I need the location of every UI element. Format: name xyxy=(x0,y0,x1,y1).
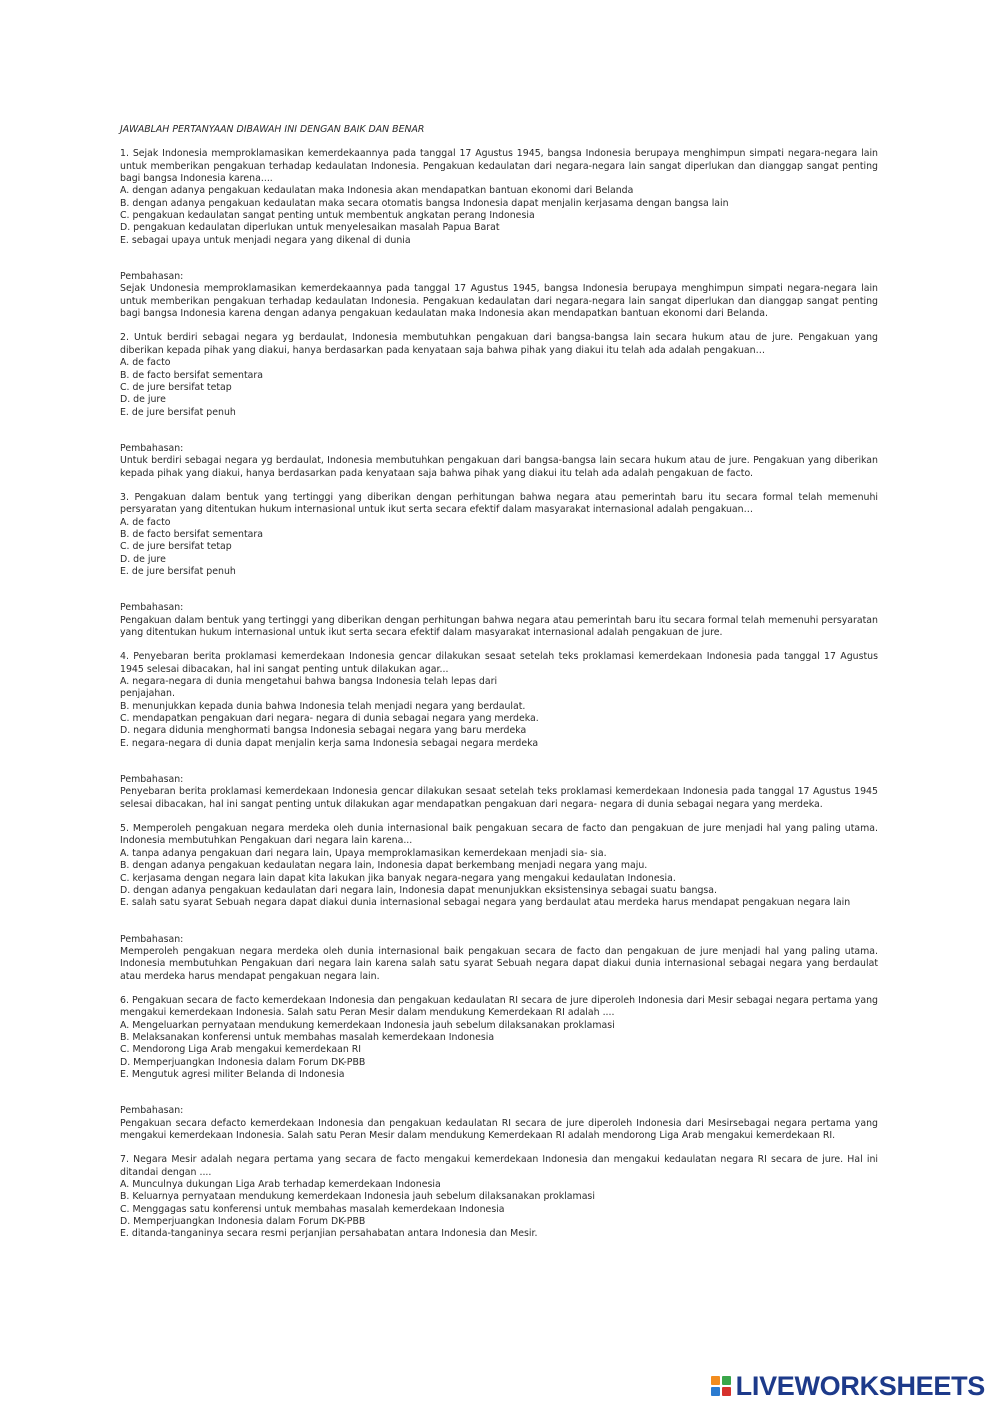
worksheet-heading: JAWABLAH PERTANYAAN DIBAWAH INI DENGAN BAIK DAN BENAR xyxy=(120,124,425,135)
logo-block-i xyxy=(722,1376,731,1385)
pembahasan-label: Pembahasan: xyxy=(120,1105,184,1117)
pembahasan-text: Pengakuan secara defacto kemerdekaan Indonesia dan pengakuan kedaulatan RI secara de jure diperoleh Indonesia dari Mesirsebagai negara pertama yang mengakui kemerdekaan Indonesia. Salah satu Peran Mesir dalam mendukung Kemerdekaan RI adalah mendorong Liga Arab mengakui kemerdekaan RI. xyxy=(120,1117,878,1141)
question-block xyxy=(120,823,878,983)
answer-option: C. kerjasama dengan negara lain dapat kita lakukan jika banyak negara-negara yang mengakui kedaulatan Indonesia. xyxy=(120,872,676,884)
liveworksheets-logo-icon xyxy=(711,1376,731,1396)
question-block xyxy=(120,995,878,1142)
pembahasan-block xyxy=(120,271,878,320)
question-text: 6. Pengakuan secara de facto kemerdekaan Indonesia dan pengakuan kedaulatan RI secara de jure diperoleh Indonesia dari Mesir sebagai negara pertama yang mengakui kemerdekaan Indonesia. Salah satu Peran Mesir dalam mendukung Kemerdekaan RI adalah .... xyxy=(120,994,878,1019)
pembahasan-label: Pembahasan: xyxy=(120,602,184,614)
answer-option: E. sebagai upaya untuk menjadi negara yang dikenal di dunia xyxy=(120,234,411,246)
answer-option: B. Keluarnya pernyataan mendukung kemerdekaan Indonesia jauh sebelum dilaksanakan proklamasi xyxy=(120,1191,595,1203)
answer-option: C. mendapatkan pengakuan dari negara- negara di dunia sebagai negara yang merdeka. xyxy=(120,713,539,725)
answer-option: E. de jure bersifat penuh xyxy=(120,565,236,577)
answer-option: A. de facto xyxy=(120,357,171,369)
pembahasan-label: Pembahasan: xyxy=(120,271,184,283)
pembahasan-text: Untuk berdiri sebagai negara yg berdaulat, Indonesia membutuhkan pengakuan dari bangsa-bangsa lain secara hukum atau de jure. Pengakuan yang diberikan kepada pihak yang diakui, hanya berdasarkan pada kenyataan saja bahwa pihak yang diakui itu telah ada adalah pengakuan de facto. xyxy=(120,455,878,479)
pembahasan-label: Pembahasan: xyxy=(120,774,184,786)
pembahasan-block xyxy=(120,602,878,639)
answer-option: E. salah satu syarat Sebuah negara dapat diakui dunia internasional sebagai negara yang berdaulat atau merdeka harus mendapat pengakuan negara lain xyxy=(120,897,851,909)
answer-option: D. pengakuan kedaulatan diperlukan untuk menyelesaikan masalah Papua Barat xyxy=(120,222,500,234)
answer-option: penjajahan. xyxy=(120,688,175,700)
question-text: 5. Memperoleh pengakuan negara merdeka oleh dunia internasional baik pengakuan secara de facto dan pengakuan de jure menjadi hal yang paling utama. Indonesia membutuhkan Pengakuan dari negara lain karena... xyxy=(120,823,878,847)
pembahasan-label: Pembahasan: xyxy=(120,442,184,454)
pembahasan-text: Penyebaran berita proklamasi kemerdekaan Indonesia gencar dilakukan sesaat setelah teks proklamasi kemerdekaan Indonesia pada tanggal 17 Agustus 1945 selesai dibacakan, hal ini sangat penting untuk dilakukan agar mendapatkan pengakuan dari negara- negara di dunia sebagai negara yang merdeka. xyxy=(120,786,878,810)
answer-option: D. de jure xyxy=(120,553,166,565)
answer-option: A. dengan adanya pengakuan kedaulatan maka Indonesia akan mendapatkan bantuan ekonomi dari Belanda xyxy=(120,185,634,197)
answer-option: D. dengan adanya pengakuan kedaulatan dari negara lain, Indonesia dapat menunjukkan eksistensinya sebagai suatu bangsa. xyxy=(120,884,718,896)
logo-block-l xyxy=(711,1376,720,1385)
answer-option: E. de jure bersifat penuh xyxy=(120,406,236,418)
question-text: 1. Sejak Indonesia memproklamasikan kemerdekaannya pada tanggal 17 Agustus 1945, bangsa Indonesia berupaya menghimpun simpati negara-negara lain untuk memberikan pengakuan terhadap kedaulatan Indonesia. Pengakuan kedaulatan dari negara-negara lain sangat diperlukan dan dianggap sangat penting bagi bangsa Indonesia karena.... xyxy=(120,148,878,185)
answer-option: A. negara-negara di dunia mengetahui bahwa bangsa Indonesia telah lepas dari xyxy=(120,676,498,688)
answer-option: C. Menggagas satu konferensi untuk membahas masalah kemerdekaan Indonesia xyxy=(120,1203,505,1215)
question-block xyxy=(120,1154,878,1240)
answer-option: E. Mengutuk agresi militer Belanda di Indonesia xyxy=(120,1068,345,1080)
answer-option: C. de jure bersifat tetap xyxy=(120,541,232,553)
question-text: 4. Penyebaran berita proklamasi kemerdekaan Indonesia gencar dilakukan sesaat setelah teks proklamasi kemerdekaan Indonesia pada tanggal 17 Agustus 1945 selesai dibacakan, hal ini sangat penting untuk dilakukan agar... xyxy=(120,651,878,675)
logo-block-e xyxy=(722,1387,731,1396)
question-list xyxy=(120,148,878,1240)
pembahasan-block xyxy=(120,934,878,983)
answer-option: B. de facto bersifat sementara xyxy=(120,369,263,381)
pembahasan-text: Sejak Undonesia memproklamasikan kemerdekaannya pada tanggal 17 Agustus 1945, bangsa Indonesia berupaya menghimpun simpati negara-negara lain untuk memberikan pengakuan terhadap kedaulatan Indonesia. Pengakuan kedaulatan dari negara-negara lain sangat diperlukan dan dianggap sangat penting bagi bangsa Indonesia karena dengan adanya pengakuan kedaulatan maka Indonesia akan mendapatkan bantuan ekonomi dari Belanda. xyxy=(120,283,878,320)
answer-option: B. menunjukkan kepada dunia bahwa Indonesia telah menjadi negara yang berdaulat. xyxy=(120,700,526,712)
footer-logo[interactable] xyxy=(711,1371,985,1401)
question-block xyxy=(120,492,878,639)
answer-option: C. pengakuan kedaulatan sangat penting untuk membentuk angkatan perang Indonesia xyxy=(120,210,535,222)
logo-wordmark: LIVEWORKSHEETS xyxy=(735,1371,985,1401)
answer-option: D. negara didunia menghormati bangsa Indonesia sebagai negara yang baru merdeka xyxy=(120,725,527,737)
answer-option: D. Memperjuangkan Indonesia dalam Forum DK-PBB xyxy=(120,1216,366,1228)
answer-option: B. dengan adanya pengakuan kedaulatan maka secara otomatis bangsa Indonesia dapat menjalin kerjasama dengan bangsa lain xyxy=(120,197,729,209)
question-text: 2. Untuk berdiri sebagai negara yg berdaulat, Indonesia membutuhkan pengakuan dari bangsa-bangsa lain secara hukum atau de jure. Pengakuan yang diberikan kepada pihak yang diakui, hanya berdasarkan pada kenyataan saja bahwa pihak yang diakui itu telah ada adalah pengakuan… xyxy=(120,332,878,356)
question-text: 3. Pengakuan dalam bentuk yang tertinggi yang diberikan dengan perhitungan bahwa negara atau pemerintah baru itu secara formal telah memenuhi persyaratan yang ditentukan hukum internasional untuk ikut serta secara efektif dalam masyarakat internasional adalah pengakuan… xyxy=(120,491,878,516)
pembahasan-text: Memperoleh pengakuan negara merdeka oleh dunia internasional baik pengakuan secara de facto dan pengakuan de jure menjadi hal yang paling utama. Indonesia membutuhkan Pengakuan dari negara lain karena salah satu syarat Sebuah negara dapat diakui dunia internasional sebagai negara yang berdaulat atau merdeka harus mendapat pengakuan negara lain. xyxy=(120,945,878,982)
answer-option: A. tanpa adanya pengakuan dari negara lain, Upaya memproklamasikan kemerdekaan menjadi sia- sia. xyxy=(120,847,607,859)
answer-option: B. dengan adanya pengakuan kedaulatan negara lain, Indonesia dapat berkembang menjadi negara yang maju. xyxy=(120,860,648,872)
question-text: 7. Negara Mesir adalah negara pertama yang secara de facto mengakui kemerdekaan Indonesia dan mengakui kedaulatan negara RI secara de jure. Hal ini ditandai dengan .... xyxy=(120,1154,878,1178)
answer-option: D. Memperjuangkan Indonesia dalam Forum DK-PBB xyxy=(120,1056,366,1068)
answer-option: A. de facto xyxy=(120,516,171,528)
answer-option: D. de jure xyxy=(120,394,166,406)
worksheet-page xyxy=(120,124,878,1241)
pembahasan-block xyxy=(120,774,878,811)
pembahasan-text: Pengakuan dalam bentuk yang tertinggi yang diberikan dengan perhitungan bahwa negara atau pemerintah baru itu secara formal telah memenuhi persyaratan yang ditentukan hukum internasional untuk ikut serta secara efektif dalam masyarakat internasional adalah pengakuan de jure. xyxy=(120,614,878,638)
answer-option: E. negara-negara di dunia dapat menjalin kerja sama Indonesia sebagai negara merdeka xyxy=(120,737,539,749)
pembahasan-block xyxy=(120,443,878,480)
question-block xyxy=(120,148,878,320)
question-block xyxy=(120,651,878,811)
answer-option: E. ditanda-tanganinya secara resmi perjanjian persahabatan antara Indonesia dan Mesir. xyxy=(120,1228,538,1240)
pembahasan-block xyxy=(120,1105,878,1142)
question-block xyxy=(120,332,878,479)
pembahasan-label: Pembahasan: xyxy=(120,933,184,945)
answer-option: A. Munculnya dukungan Liga Arab terhadap kemerdekaan Indonesia xyxy=(120,1179,441,1191)
answer-option: B. de facto bersifat sementara xyxy=(120,528,263,540)
logo-block-v xyxy=(711,1387,720,1396)
answer-option: B. Melaksanakan konferensi untuk membahas masalah kemerdekaan Indonesia xyxy=(120,1031,495,1043)
answer-option: C. de jure bersifat tetap xyxy=(120,381,232,393)
answer-option: C. Mendorong Liga Arab mengakui kemerdekaan RI xyxy=(120,1044,362,1056)
answer-option: A. Mengeluarkan pernyataan mendukung kemerdekaan Indonesia jauh sebelum dilaksanakan proklamasi xyxy=(120,1019,615,1031)
